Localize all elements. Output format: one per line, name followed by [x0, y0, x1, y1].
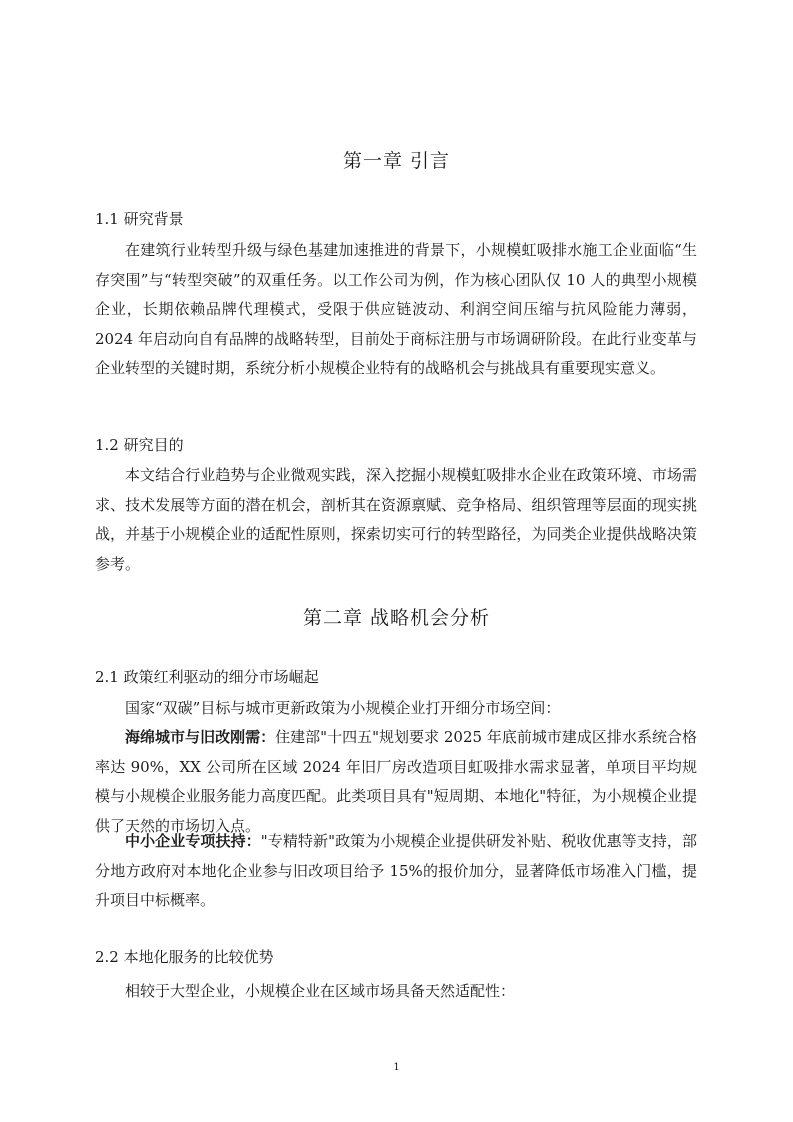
section-2-1-intro: 国家“双碳”目标与城市更新政策为小规模企业打开细分市场空间： — [125, 699, 561, 717]
policy-item-sme-support-text: "专精特新"政策为小规模企业提供研发补贴、税收优惠等支持，部分地方政府对本地化企业参与旧改项目给予 15%的报价加分，显著降低市场准入门槛，提升项目中标概率。 — [95, 832, 697, 909]
policy-item-sme-support — [95, 827, 697, 916]
policy-item-sme-support-lead: 中小企业专项扶持： — [125, 832, 261, 850]
section-2-2-heading: 2.2 本地化服务的比较优势 — [95, 948, 274, 966]
chapter-1-title: 第一章 引言 — [342, 150, 451, 172]
section-1-2-paragraph: 本文结合行业趋势与企业微观实践，深入挖掘小规模虹吸排水企业在政策环境、市场需求、技术发展等方面的潜在机会，剖析其在资源禀赋、竞争格局、组织管理等层面的现实挑战，并基于小规模企业的适配性原则，探索切实可行的转型路径，为同类企业提供战略决策参考。 — [95, 466, 697, 573]
section-2-2-intro: 相较于大型企业，小规模企业在区域市场具备天然适配性： — [125, 982, 516, 1000]
section-1-1-paragraph: 在建筑行业转型升级与绿色基建加速推进的背景下，小规模虹吸排水施工企业面临“生存突围”与“转型突破”的双重任务。以工作公司为例，作为核心团队仅 10 人的典型小规模企业，长期依赖品牌代理模式，受限于供应链波动、利润空间压缩与抗风险能力薄弱，2024 年启动向自有品牌的战略转型，目前处于商标注册与市场调研阶段。在此行业变革与企业转型的关键时期，系统分析小规模企业特有的战略机会与挑战具有重要现实意义。 — [95, 241, 697, 377]
section-1-2-heading: 1.2 研究目的 — [95, 436, 184, 454]
policy-item-sponge-city-text: 住建部"十四五"规划要求 2025 年底前城市建成区排水系统合格率达 90%，XX 公司所在区域 2024 年旧厂房改造项目虹吸排水需求显著，单项目平均规模与小规模企业服务能力高度匹配。此类项目具有"短周期、本地化"特征，为小规模企业提供了天然的市场切入点。 — [95, 728, 697, 835]
policy-item-sponge-city-lead: 海绵城市与旧改刚需： — [125, 728, 276, 746]
chapter-2-title: 第二章 战略机会分析 — [302, 607, 491, 629]
policy-item-sponge-city — [95, 723, 697, 841]
section-1-1-heading: 1.1 研究背景 — [95, 210, 184, 228]
page-number: 1 — [393, 1062, 400, 1073]
section-2-1-heading: 2.1 政策红利驱动的细分市场崛起 — [95, 668, 319, 686]
